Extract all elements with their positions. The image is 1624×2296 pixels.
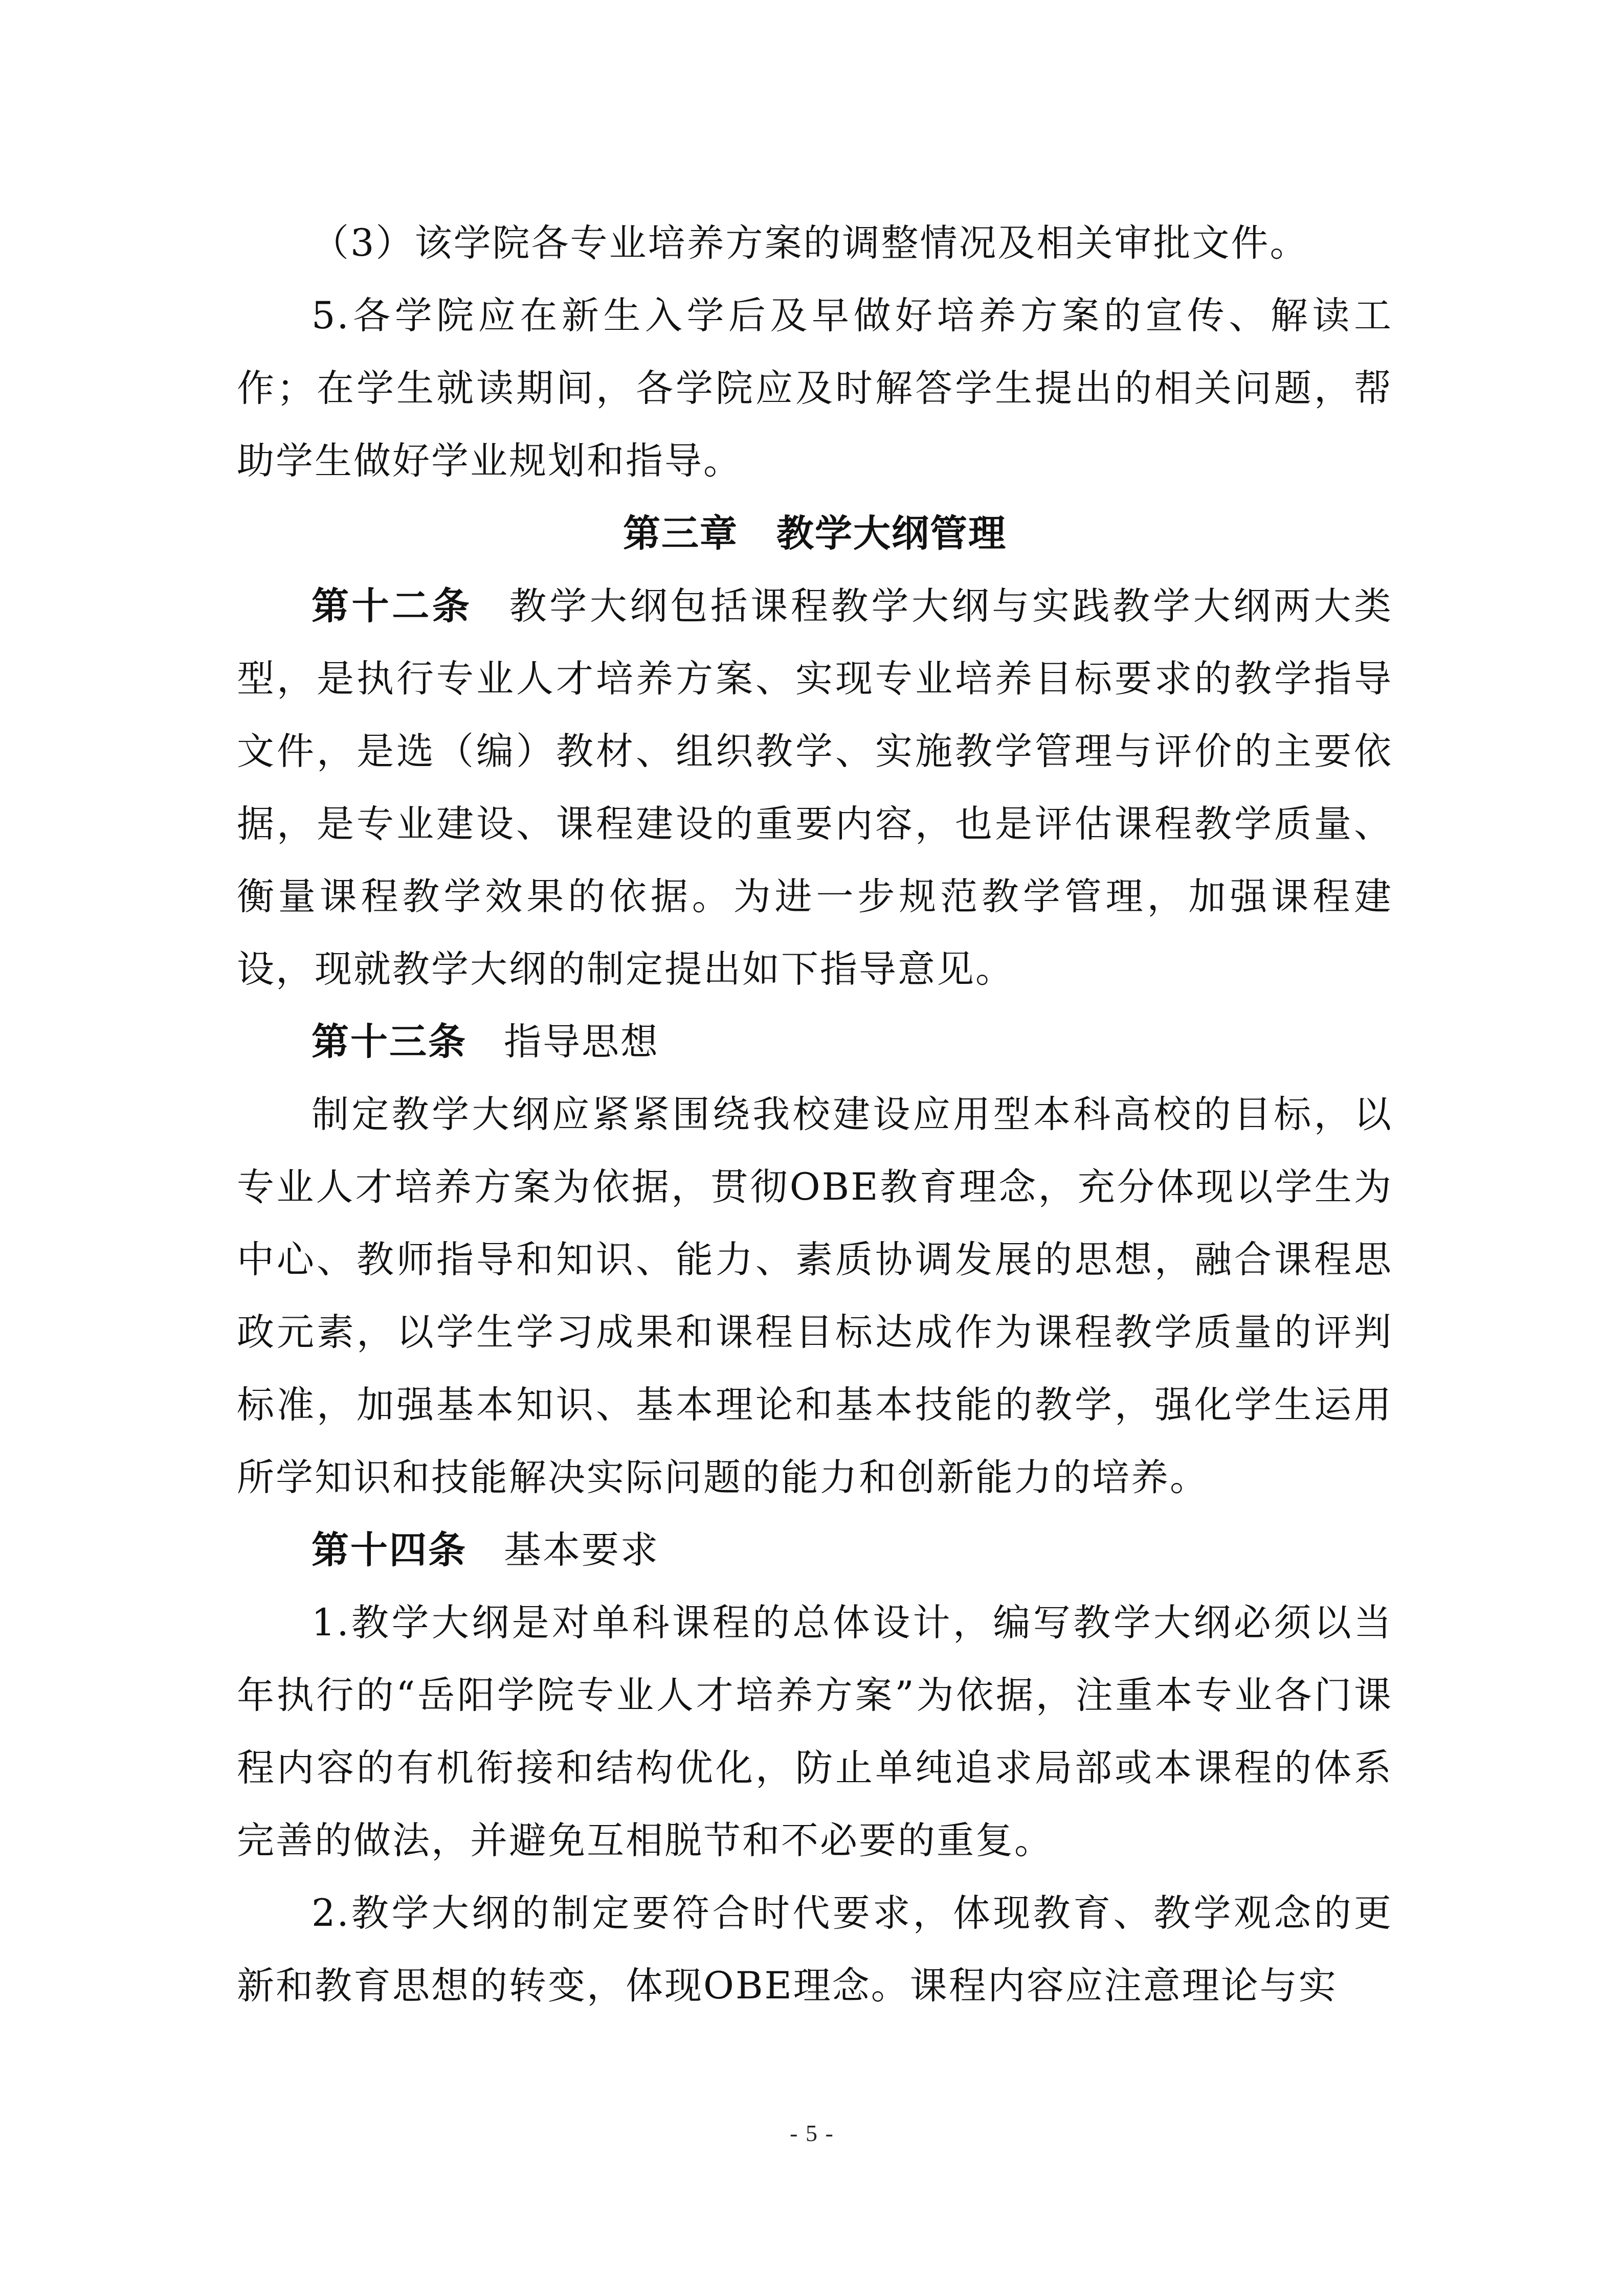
document-body xyxy=(237,207,1393,2022)
paragraph-text: 制定教学大纲应紧紧围绕我校建设应用型本科高校的目标，以专业人才培养方案为依据，贯彻OBE教育理念，充分体现以学生为中心、教师指导和知识、能力、素质协调发展的思想，融合课程思政元素，以学生学习成果和课程目标达成作为课程教学质量的评判标准，加强基本知识、基本理论和基本技能的教学，强化学生运用所学知识和技能解决实际问题的能力和创新能力的培养。 xyxy=(237,1093,1393,1499)
paragraph-text: 2.教学大纲的制定要符合时代要求，体现教育、教学观念的更新和教育思想的转变，体现OBE理念。课程内容应注意理论与实 xyxy=(237,1892,1393,2008)
paragraph-text: 5.各学院应在新生入学后及早做好培养方案的宣传、解读工作；在学生就读期间，各学院应及时解答学生提出的相关问题，帮助学生做好学业规划和指导。 xyxy=(237,294,1393,483)
chapter-title: 第三章 教学大纲管理 xyxy=(623,512,1007,555)
paragraph-text: 1.教学大纲是对单科课程的总体设计，编写教学大纲必须以当年执行的“岳阳学院专业人才培养方案”为依据，注重本专业各门课程内容的有机衔接和结构优化，防止单纯追求局部或本课程的体系完善的做法，并避免互相脱节和不必要的重复。 xyxy=(237,1601,1393,1862)
paragraph-requirement-2 xyxy=(237,1877,1393,2022)
article-text: 教学大纲包括课程教学大纲与实践教学大纲两大类型，是执行专业人才培养方案、实现专业培养目标要求的教学指导文件，是选（编）教材、组织教学、实施教学管理与评价的主要依据，是专业建设、课程建设的重要内容，也是评估课程教学质量、衡量课程教学效果的依据。为进一步规范教学管理，加强课程建设，现就教学大纲的制定提出如下指导意见。 xyxy=(237,584,1393,991)
article-text: 基本要求 xyxy=(504,1528,659,1572)
article-text: 指导思想 xyxy=(504,1020,659,1064)
article-number: 第十四条 xyxy=(312,1528,467,1572)
article-12 xyxy=(237,570,1393,1006)
paragraph-requirement-1 xyxy=(237,1587,1393,1877)
page-number: - 5 - xyxy=(790,2120,834,2146)
paragraph-guiding-ideology xyxy=(237,1078,1393,1514)
paragraph-item-5 xyxy=(237,280,1393,498)
paragraph-text: （3）该学院各专业培养方案的调整情况及相关审批文件。 xyxy=(312,221,1309,265)
article-number: 第十二条 xyxy=(312,584,473,628)
chapter-heading xyxy=(237,498,1393,570)
article-14 xyxy=(237,1514,1393,1587)
article-13 xyxy=(237,1006,1393,1078)
article-number: 第十三条 xyxy=(312,1020,467,1064)
paragraph-item-3 xyxy=(237,207,1393,280)
